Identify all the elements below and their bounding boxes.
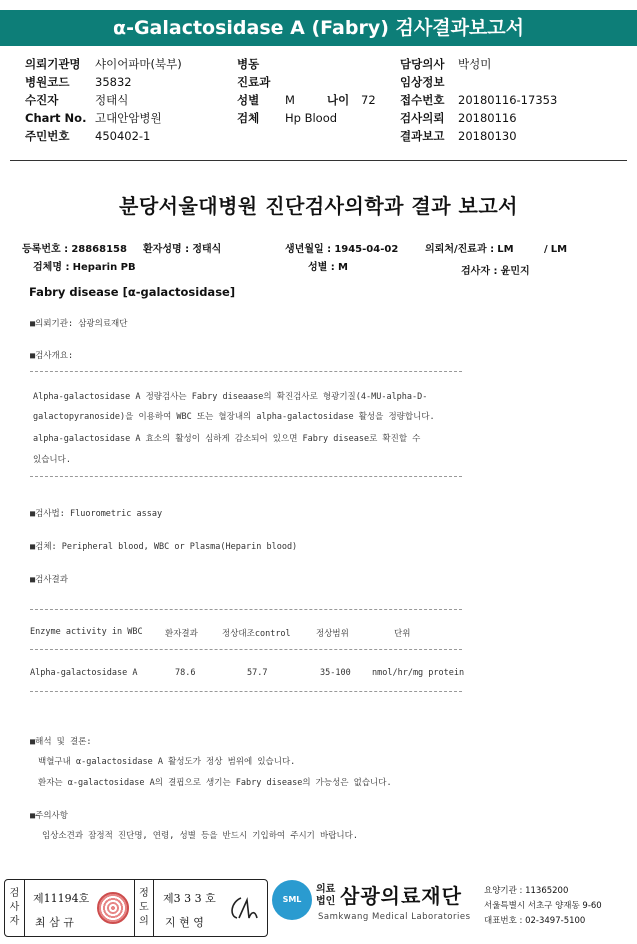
test-specimen: ■검체: Peripheral blood, WBC or Plasma(Heparin blood) bbox=[30, 542, 298, 552]
vertical-char: 정 bbox=[139, 888, 149, 899]
overview-line: 있습니다. bbox=[33, 455, 71, 465]
signature-box bbox=[4, 879, 268, 937]
vertical-char: 자 bbox=[9, 916, 20, 927]
info-label: 주민번호 bbox=[25, 129, 70, 143]
info-value: 35832 bbox=[95, 75, 132, 89]
info-value: 고대안암병원 bbox=[95, 111, 162, 125]
info-label: 병동 bbox=[237, 57, 260, 71]
dashed-rule bbox=[30, 649, 462, 650]
table-cell: 78.6 bbox=[175, 668, 196, 678]
contact-line: 요양기관 : 11365200 bbox=[484, 886, 569, 896]
info-label: 담당의사 bbox=[400, 57, 445, 71]
info-col3 bbox=[400, 55, 557, 145]
birth-date bbox=[285, 240, 398, 255]
dob-label: 생년월일 : bbox=[285, 244, 332, 255]
info-label: 진료과 bbox=[237, 75, 271, 89]
spec-label: 검체명 : bbox=[33, 262, 70, 273]
info-value: 박성미 bbox=[458, 57, 492, 71]
info-value: 450402-1 bbox=[95, 129, 151, 143]
info-value: Hp Blood bbox=[285, 111, 338, 125]
ref-value2: LM bbox=[550, 244, 568, 255]
org-name: 삼광의료재단 bbox=[340, 884, 462, 908]
overview-line: galactopyranoside)을 이용하여 WBC 또는 혈장내의 alpha-galactosidase 활성을 정량합니다. bbox=[33, 412, 435, 422]
notes-text: 임상소견과 잠정적 진단명, 연령, 성별 등을 반드시 기입하여 주시기 바랍니다. bbox=[42, 831, 358, 841]
table-header-cell: 환자결과 bbox=[165, 629, 198, 639]
checker-license: 제3 3 3 호 bbox=[163, 892, 216, 905]
seal-stamp bbox=[97, 892, 129, 924]
table-header-cell: 단위 bbox=[394, 629, 411, 639]
divider bbox=[10, 160, 627, 161]
tester-license: 제11194호 bbox=[33, 892, 90, 905]
result-title: ■검사결과 bbox=[30, 575, 68, 585]
contact-line: 서울특별시 서초구 양재동 9-60 bbox=[484, 901, 602, 911]
tester-value: 윤민지 bbox=[500, 266, 530, 277]
reg-number bbox=[22, 240, 127, 255]
org-english-name: Samkwang Medical Laboratories bbox=[318, 912, 471, 922]
contact-line: 대표번호 : 02-3497-5100 bbox=[484, 916, 586, 926]
signature-scribble bbox=[227, 894, 261, 924]
info-value: 20180116 bbox=[458, 111, 517, 125]
table-cell: 35-100 bbox=[320, 668, 351, 678]
info-label: 검사의뢰 bbox=[400, 111, 445, 125]
info-value: 정태식 bbox=[95, 93, 129, 107]
spec-value: Heparin PB bbox=[72, 262, 136, 273]
name-label: 환자성명 : bbox=[143, 244, 190, 255]
sex-label: 성별 : bbox=[308, 262, 335, 273]
dashed-rule bbox=[30, 476, 462, 477]
reg-value: 28868158 bbox=[71, 244, 127, 255]
interpretation-line: 백혈구내 α-galactosidase A 활성도가 정상 범위에 있습니다. bbox=[38, 757, 296, 767]
referral bbox=[425, 240, 567, 255]
reg-label: 등록번호 : bbox=[22, 244, 69, 255]
report-subtitle: Fabry disease [α-galactosidase] bbox=[29, 285, 236, 299]
table-header-cell: 정상범위 bbox=[316, 629, 349, 639]
checker-vertical-label bbox=[134, 880, 154, 936]
tester bbox=[461, 262, 530, 277]
ref-slash: / bbox=[543, 244, 548, 255]
info-label: 성별 bbox=[237, 93, 260, 107]
patient-name bbox=[143, 240, 221, 255]
info-label: 임상정보 bbox=[400, 75, 445, 89]
info-label: 결과보고 bbox=[400, 129, 445, 143]
patient-sex bbox=[308, 258, 348, 273]
sex-value: M bbox=[338, 262, 348, 273]
age-value: 72 bbox=[361, 93, 376, 107]
info-col1 bbox=[25, 55, 182, 145]
tester-label: 검사자 : bbox=[461, 266, 498, 277]
info-label: 병원코드 bbox=[25, 75, 70, 89]
info-label: 검체 bbox=[237, 111, 260, 125]
vertical-char: 사 bbox=[9, 902, 20, 913]
info-col2 bbox=[237, 55, 376, 127]
vertical-char: 의 bbox=[139, 916, 149, 927]
dob-value: 1945-04-02 bbox=[334, 244, 399, 255]
table-cell: Alpha-galactosidase A bbox=[30, 668, 138, 678]
info-label: 의뢰기관명 bbox=[25, 57, 81, 71]
report-title: 분당서울대병원 진단검사의학과 결과 보고서 bbox=[119, 194, 518, 218]
overview-title: ■검사개요: bbox=[30, 351, 74, 361]
specimen-name bbox=[33, 258, 136, 273]
overview-line: Alpha-galactosidase A 정량검사는 Fabry diseaase의 확진검사로 형광기질(4-MU-alpha-D- bbox=[33, 392, 428, 402]
ref-value: LM bbox=[497, 244, 514, 255]
overview-line: alpha-galactosidase A 효소의 활성이 심하게 감소되어 있으면 Fabry disease로 확진할 수 bbox=[33, 434, 421, 444]
ref-label: 의뢰처/진료과 : bbox=[425, 244, 495, 255]
age-label: 나이 bbox=[327, 93, 350, 107]
info-value: 샤이어파마(북부) bbox=[95, 57, 182, 71]
report-header: α-Galactosidase A (Fabry) 검사결과보고서 bbox=[0, 10, 637, 46]
dashed-rule bbox=[30, 609, 462, 610]
interpretation-title: ■해석 및 결론: bbox=[30, 737, 92, 747]
info-label: 접수번호 bbox=[400, 93, 445, 107]
corp-label bbox=[316, 884, 335, 908]
dashed-rule bbox=[30, 371, 462, 372]
interpretation-line: 환자는 α-galactosidase A의 결핍으로 생기는 Fabry disease의 가능성은 없습니다. bbox=[38, 778, 392, 788]
footer bbox=[0, 872, 637, 944]
checker-name: 지 현 영 bbox=[165, 916, 204, 929]
vertical-char: 검 bbox=[9, 888, 20, 899]
test-method: ■검사법: Fluorometric assay bbox=[30, 509, 163, 519]
table-cell: 57.7 bbox=[247, 668, 268, 678]
info-value: 20180116-17353 bbox=[458, 93, 558, 107]
notes-title: ■주의사항 bbox=[30, 811, 68, 821]
corp-label-line: 의료 bbox=[316, 884, 336, 895]
info-value: M bbox=[285, 93, 295, 107]
tester-vertical-label bbox=[5, 880, 25, 936]
dashed-rule bbox=[30, 691, 462, 692]
name-value: 정태식 bbox=[192, 244, 222, 255]
table-cell: nmol/hr/mg protein bbox=[372, 668, 465, 678]
table-header-cell: Enzyme activity in WBC bbox=[30, 627, 143, 637]
sml-logo-icon: SML bbox=[272, 880, 312, 920]
info-label: Chart No. bbox=[25, 111, 87, 125]
table-header-cell: 정상대조control bbox=[222, 629, 291, 639]
requesting-institution: ■의뢰기관: 삼광의료재단 bbox=[30, 319, 128, 329]
tester-name: 최 삼 규 bbox=[35, 916, 74, 929]
corp-label-line: 법인 bbox=[316, 896, 336, 907]
info-label: 수진자 bbox=[25, 93, 59, 107]
vertical-char: 도 bbox=[139, 902, 149, 913]
info-value: 20180130 bbox=[458, 129, 517, 143]
